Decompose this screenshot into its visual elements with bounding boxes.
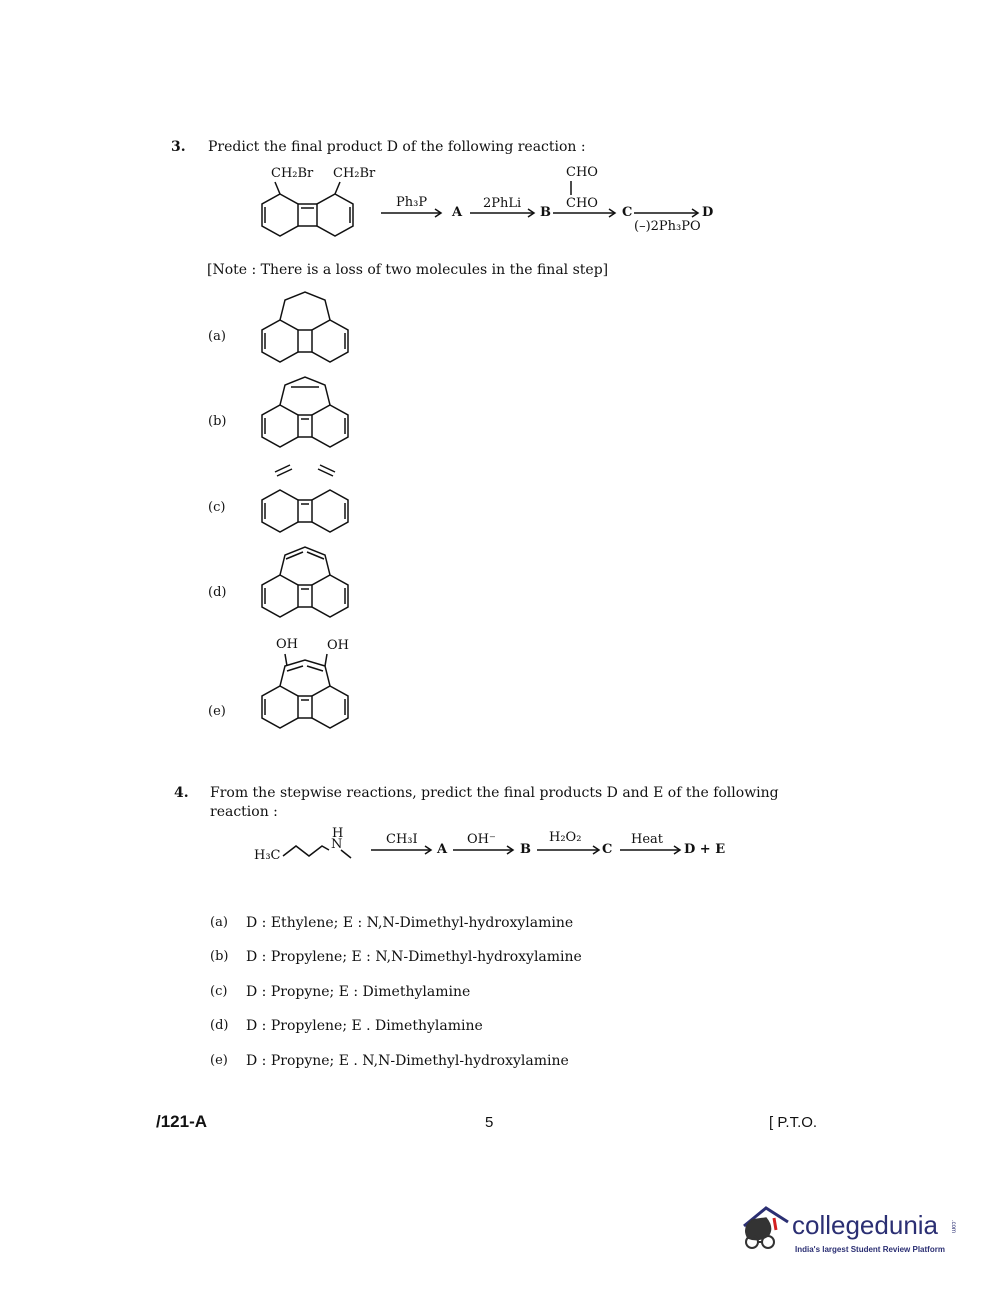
q4-option-c-label: (c) bbox=[210, 984, 228, 999]
q4-option-c-text[interactable]: D : Propyne; E : Dimethylamine bbox=[246, 984, 471, 1000]
q4-reagent-oh: OH⁻ bbox=[467, 832, 496, 847]
question-3-number: 3. bbox=[171, 139, 186, 155]
question-4-text-line-1: From the stepwise reactions, predict the final products D and E of the following bbox=[210, 785, 779, 801]
reactant-substituent-1: CH₂Br bbox=[271, 166, 314, 181]
q3-option-d-structure[interactable] bbox=[255, 543, 360, 625]
q4-option-e-text[interactable]: D : Propyne; E . N,N-Dimethyl-hydroxylamine bbox=[246, 1053, 569, 1069]
amine-n: N bbox=[331, 837, 343, 852]
q3-option-d-label: (d) bbox=[208, 585, 227, 600]
reagent-2phli: 2PhLi bbox=[483, 196, 522, 211]
q3-option-e-label: (e) bbox=[208, 704, 226, 719]
paper-code: /121-A bbox=[156, 1112, 208, 1131]
arrow-4 bbox=[634, 208, 704, 218]
intermediate-c: C bbox=[622, 205, 633, 220]
q4-option-b-text[interactable]: D : Propylene; E : N,N-Dimethyl-hydroxylamine bbox=[246, 949, 582, 965]
q4-arrow-3 bbox=[537, 845, 605, 855]
arrow-1 bbox=[381, 208, 447, 218]
reactant-biphenylene-structure bbox=[255, 182, 365, 244]
loss-2ph3po: (–)2Ph₃PO bbox=[634, 219, 701, 234]
arrow-2 bbox=[470, 208, 540, 218]
q3-option-a-label: (a) bbox=[208, 329, 226, 344]
q3-option-e-structure[interactable] bbox=[255, 654, 360, 736]
q4-option-b-label: (b) bbox=[210, 949, 229, 964]
q3-option-b-label: (b) bbox=[208, 414, 227, 429]
q3-option-c-structure[interactable] bbox=[255, 458, 360, 540]
q4-b: B bbox=[520, 842, 531, 857]
q3-option-c-label: (c) bbox=[208, 500, 226, 515]
q3-option-e-oh-2: OH bbox=[327, 638, 349, 653]
q4-arrow-4 bbox=[620, 845, 686, 855]
amine-chain bbox=[283, 838, 353, 862]
q4-c: C bbox=[602, 842, 613, 857]
pto-marker: [ P.T.O. bbox=[769, 1114, 818, 1131]
q4-reagent-heat: Heat bbox=[631, 832, 664, 847]
q4-option-e-label: (e) bbox=[210, 1053, 228, 1068]
reactant-substituent-2: CH₂Br bbox=[333, 166, 376, 181]
q4-option-d-label: (d) bbox=[210, 1018, 229, 1033]
q4-products: D + E bbox=[684, 842, 726, 857]
q3-option-b-structure[interactable] bbox=[255, 373, 360, 455]
cho-bond bbox=[568, 181, 574, 197]
cho-top: CHO bbox=[566, 165, 598, 180]
question-3-text: Predict the final product D of the following reaction : bbox=[208, 139, 586, 155]
intermediate-a: A bbox=[452, 205, 463, 220]
q4-reagent-h2o2: H₂O₂ bbox=[549, 830, 582, 845]
q4-a: A bbox=[437, 842, 448, 857]
product-d: D bbox=[702, 205, 714, 220]
amine-h: H bbox=[332, 826, 344, 841]
q3-option-e-oh-1: OH bbox=[276, 637, 298, 652]
q3-option-a-structure[interactable] bbox=[255, 288, 360, 370]
collegedunia-brand: collegedunia bbox=[792, 1210, 939, 1240]
collegedunia-logo-icon bbox=[738, 1198, 794, 1258]
q4-option-d-text[interactable]: D : Propylene; E . Dimethylamine bbox=[246, 1018, 483, 1034]
collegedunia-tagline: India's largest Student Review Platform bbox=[795, 1245, 945, 1254]
amine-h3c: H₃C bbox=[254, 848, 281, 863]
question-3-note: [Note : There is a loss of two molecules in the final step] bbox=[207, 262, 609, 278]
q4-arrow-2 bbox=[453, 845, 519, 855]
q4-option-a-label: (a) bbox=[210, 915, 228, 930]
cho-bottom: CHO bbox=[566, 196, 598, 211]
collegedunia-tld: .com bbox=[950, 1220, 956, 1234]
q4-option-a-text[interactable]: D : Ethylene; E : N,N-Dimethyl-hydroxylamine bbox=[246, 915, 574, 931]
intermediate-b: B bbox=[540, 205, 551, 220]
reagent-ph3p: Ph₃P bbox=[396, 195, 428, 210]
question-4-text-line-2: reaction : bbox=[210, 804, 278, 820]
q4-arrow-1 bbox=[371, 845, 437, 855]
page-number: 5 bbox=[485, 1114, 494, 1131]
arrow-3 bbox=[553, 208, 621, 218]
question-4-number: 4. bbox=[174, 785, 189, 801]
q4-reagent-ch3i: CH₃I bbox=[386, 832, 418, 847]
